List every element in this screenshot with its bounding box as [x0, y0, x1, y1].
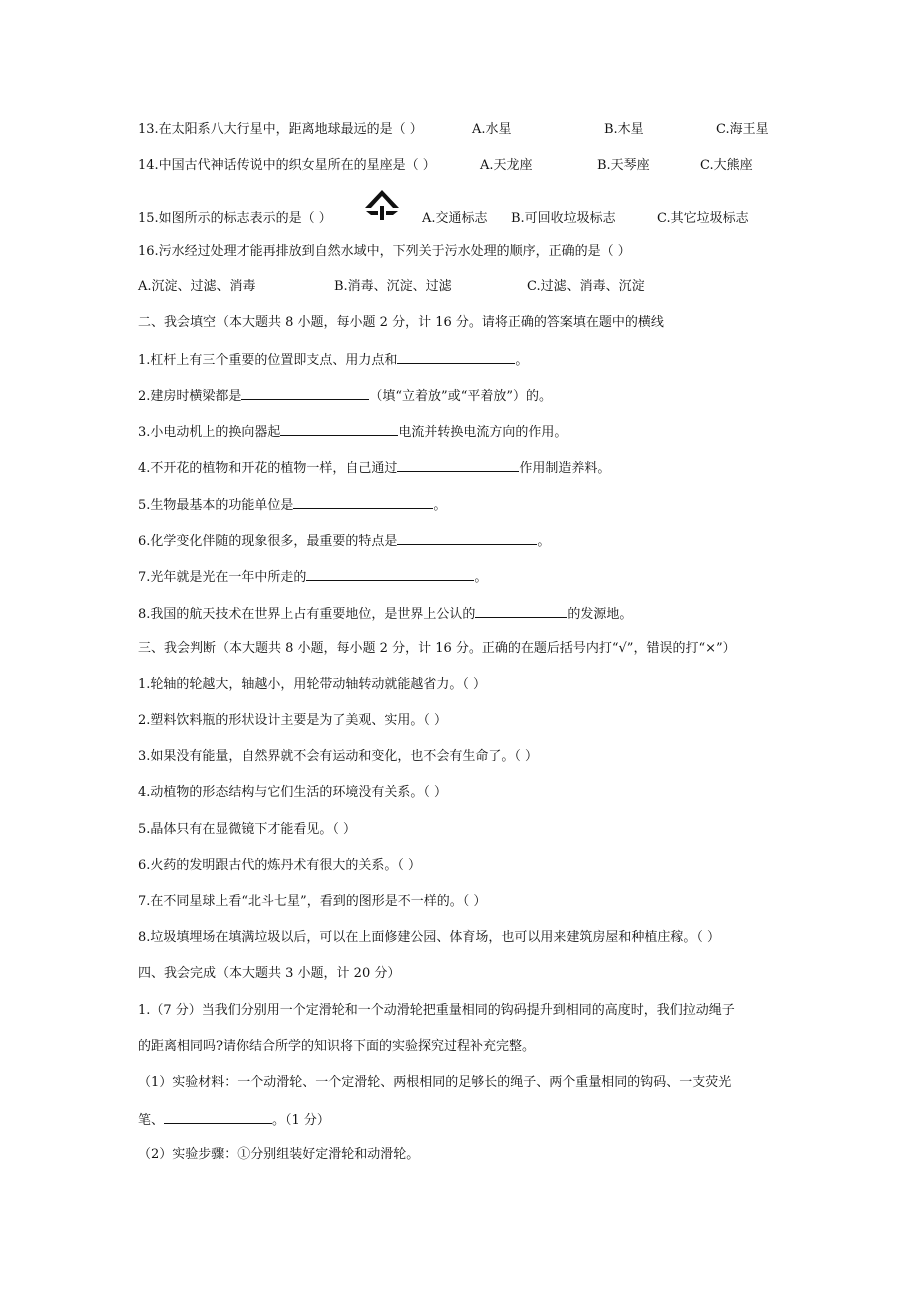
judge-item-1: 1.轮轴的轮越大，轴越小，用轮带动轴转动就能越省力。（ ）	[138, 677, 487, 692]
fill-blank-7	[138, 567, 487, 587]
s4-materials-line1: （1）实验材料：一个动滑轮、一个定滑轮、两根相同的足够长的绳子、两个重量相同的钩码、一支荧光	[138, 1075, 732, 1090]
q14-option-a: A.天龙座	[480, 158, 533, 173]
fill-4-text: 4.不开花的植物和开花的植物一样，自己通过	[138, 461, 398, 476]
fill-blank-2	[138, 386, 552, 406]
q15-option-c: C.其它垃圾标志	[657, 211, 749, 226]
q13-option-c: C.海王星	[716, 122, 769, 137]
fill-7-end: 。	[474, 570, 488, 585]
fill-1-end: 。	[515, 353, 529, 368]
s4-q1-line1: 1.（7 分）当我们分别用一个定滑轮和一个动滑轮把重量相同的钩码提升到相同的高度时，我们拉动绳子	[138, 1003, 735, 1018]
fill-blank-3	[138, 422, 567, 442]
s4-materials-line2	[138, 1110, 330, 1130]
fill-blank-1	[138, 350, 528, 370]
answer-blank[interactable]	[475, 604, 567, 618]
fill-2-end: （填“立着放”或“平着放”）的。	[369, 389, 552, 404]
answer-blank[interactable]	[164, 1110, 272, 1124]
materials-text: 笔、	[138, 1113, 165, 1128]
fill-6-end: 。	[537, 534, 551, 549]
section-2-heading: 二、我会填空（本大题共 8 小题，每小题 2 分，计 16 分。请将正确的答案填在题中的横线	[138, 315, 664, 330]
judge-item-5: 5.晶体只有在显微镜下才能看见。（ ）	[138, 822, 357, 837]
q15-stem: 15.如图所示的标志表示的是（ ）	[138, 211, 332, 226]
judge-item-8: 8.垃圾填埋场在填满垃圾以后，可以在上面修建公园、体育场，也可以用来建筑房屋和种植庄稼。（ ）	[138, 930, 721, 945]
section-3-heading: 三、我会判断（本大题共 8 小题，每小题 2 分，计 16 分。正确的在题后括号内打“√”，错误的打“×”）	[138, 641, 736, 656]
answer-blank[interactable]	[306, 567, 474, 581]
fill-blank-4	[138, 458, 610, 478]
q15-option-a: A.交通标志	[422, 211, 488, 226]
answer-blank[interactable]	[397, 531, 537, 545]
fill-3-text: 3.小电动机上的换向器起	[138, 425, 281, 440]
materials-end: 。（1 分）	[272, 1113, 330, 1128]
q14-option-b: B.天琴座	[597, 158, 650, 173]
answer-blank[interactable]	[241, 386, 369, 400]
answer-blank[interactable]	[293, 495, 433, 509]
q14-stem: 14.中国古代神话传说中的织女星所在的星座是（ ）	[138, 158, 436, 173]
fill-4-end: 作用制造养料。	[519, 461, 611, 476]
answer-blank[interactable]	[397, 350, 515, 364]
fill-7-text: 7.光年就是光在一年中所走的	[138, 570, 307, 585]
q13-stem: 13.在太阳系八大行星中，距离地球最远的是（ ）	[138, 122, 423, 137]
q16-option-a: A.沉淀、过滤、消毒	[138, 279, 256, 294]
q16-option-b: B.消毒、沉淀、过滤	[334, 279, 452, 294]
fill-blank-5	[138, 495, 446, 515]
fill-3-end: 电流并转换电流方向的作用。	[398, 425, 568, 440]
s4-q1-line2: 的距离相同吗?请你结合所学的知识将下面的实验探究过程补充完整。	[138, 1039, 535, 1054]
fill-8-end: 的发源地。	[567, 607, 633, 622]
answer-blank[interactable]	[280, 422, 398, 436]
s4-steps: （2）实验步骤：①分别组装好定滑轮和动滑轮。	[138, 1147, 420, 1162]
fill-5-text: 5.生物最基本的功能单位是	[138, 498, 294, 513]
judge-item-3: 3.如果没有能量，自然界就不会有运动和变化，也不会有生命了。（ ）	[138, 749, 539, 764]
judge-item-2: 2.塑料饮料瓶的形状设计主要是为了美观、实用。（ ）	[138, 713, 448, 728]
recycle-symbol-icon	[362, 188, 402, 222]
q13-option-b: B.木星	[604, 122, 644, 137]
judge-item-6: 6.火药的发明跟古代的炼丹术有很大的关系。（ ）	[138, 858, 422, 873]
fill-6-text: 6.化学变化伴随的现象很多，最重要的特点是	[138, 534, 398, 549]
q16-stem: 16.污水经过处理才能再排放到自然水域中，下列关于污水处理的顺序，正确的是（ ）	[138, 244, 631, 259]
q14-option-c: C.大熊座	[700, 158, 753, 173]
fill-blank-6	[138, 531, 550, 551]
fill-blank-8	[138, 604, 632, 624]
judge-item-4: 4.动植物的形态结构与它们生活的环境没有关系。（ ）	[138, 785, 448, 800]
fill-8-text: 8.我国的航天技术在世界上占有重要地位，是世界上公认的	[138, 607, 476, 622]
fill-2-text: 2.建房时横梁都是	[138, 389, 242, 404]
section-4-heading: 四、我会完成（本大题共 3 小题，计 20 分）	[138, 966, 401, 981]
fill-5-end: 。	[433, 498, 447, 513]
q16-option-c: C.过滤、消毒、沉淀	[527, 279, 645, 294]
fill-1-text: 1.杠杆上有三个重要的位置即支点、用力点和	[138, 353, 398, 368]
judge-item-7: 7.在不同星球上看“北斗七星”，看到的图形是不一样的。（ ）	[138, 894, 487, 909]
q13-option-a: A.水星	[472, 122, 512, 137]
answer-blank[interactable]	[397, 458, 519, 472]
q15-option-b: B.可回收垃圾标志	[511, 211, 616, 226]
